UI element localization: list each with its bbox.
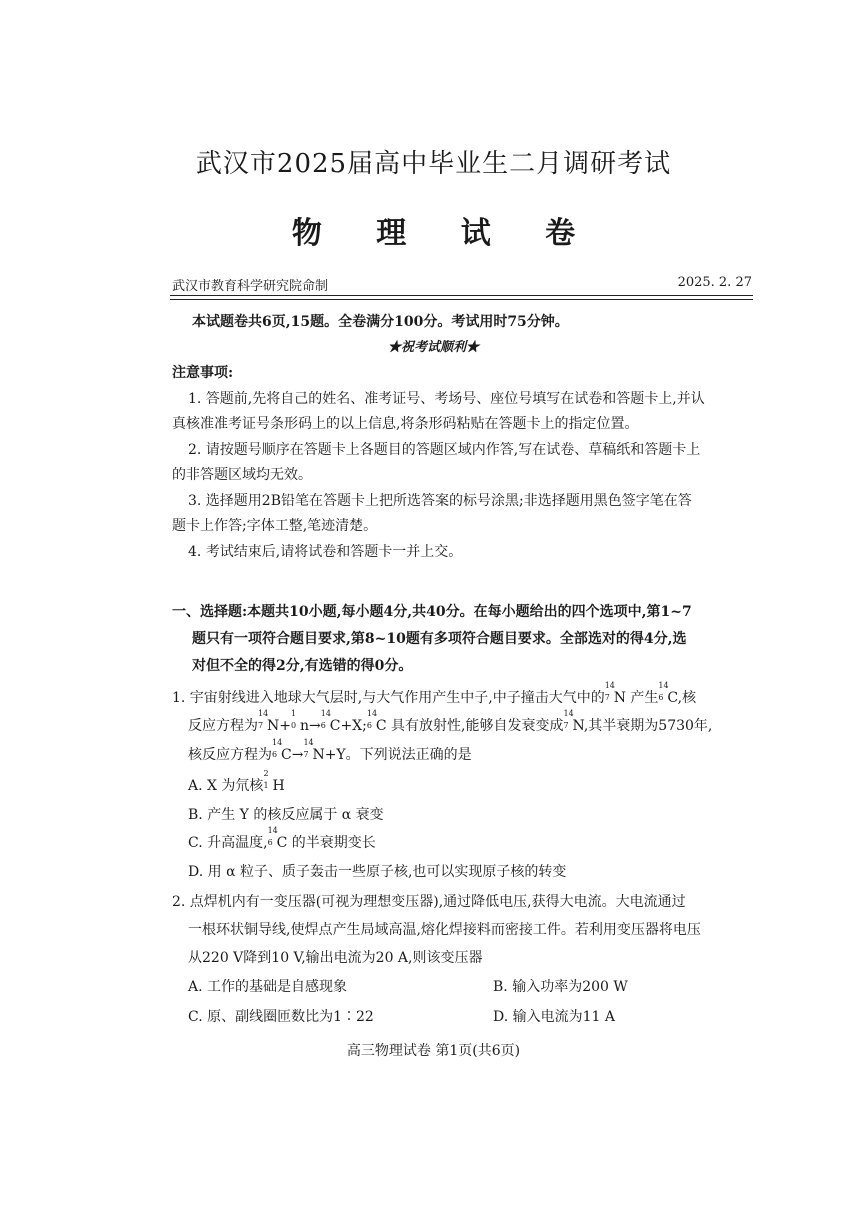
- exam-date: 2025. 2. 27: [677, 275, 752, 290]
- header-rule-thick: [170, 295, 753, 296]
- q1-line-3: 核反应方程为 14 6 C→ 14 7 N+Y。下列说法正确的是: [188, 738, 472, 763]
- exam-title: 武汉市2025届高中毕业生二月调研考试: [195, 149, 672, 179]
- q1-line-1: 1. 宇宙射线进入地球大气层时,与大气作用产生中子,中子撞击大气中的 14 7 N 产生 14 6 C,核: [172, 681, 697, 706]
- q2-option-b: B. 输入功率为200 W: [493, 979, 628, 995]
- q2-line-2: 一根环状铜导线,使焊点产生局域高温,熔化焊接料而密接工件。若利用变压器将电压: [188, 922, 701, 938]
- header-rule-thin: [170, 299, 753, 300]
- nuclide-c14: 14 6: [272, 738, 283, 759]
- note-line: 1. 答题前,先将自己的姓名、准考证号、考场号、座位号填写在试卷和答题卡上,并认: [188, 391, 705, 407]
- note-line: 题卡上作答;字体工整,笔迹清楚。: [172, 518, 378, 534]
- note-line: 3. 选择题用2B铅笔在答题卡上把所选答案的标号涂黑;非选择题用黑色签字笔在答: [188, 493, 692, 509]
- note-line: 4. 考试结束后,请将试卷和答题卡一并上交。: [188, 544, 463, 560]
- note-line: 真核准准考证号条形码上的以上信息,将条形码粘贴在答题卡上的指定位置。: [172, 416, 639, 432]
- q1-option-b: B. 产生 Y 的核反应属于 α 衰变: [188, 807, 384, 823]
- q1-line-2: 反应方程为 14 7 N+ 1 0 n→ 14 6 C+X; 14 6 C 具有放射性,能够自发衰变成 14 7 N,其半衰期为5730年,: [188, 709, 713, 734]
- page-footer: 高三物理试卷 第1页(共6页): [346, 1043, 521, 1059]
- q2-option-d: D. 输入电流为11 A: [493, 1009, 616, 1025]
- nuclide-n14: 14 7: [303, 738, 314, 759]
- exam-wish: ★祝考试顺利★: [387, 340, 479, 355]
- q2-line-3: 从220 V降到10 V,输出电流为20 A,则该变压器: [188, 950, 483, 966]
- nuclide-neutron: 1 0: [290, 709, 297, 730]
- q2-option-c: C. 原、副线圈匝数比为1∶22: [188, 1009, 374, 1025]
- q1-option-a: A. X 为氘核 2 1 H: [188, 769, 285, 794]
- note-line: 的非答题区域均无效。: [172, 467, 312, 483]
- nuclide-h2: 2 1: [263, 769, 269, 790]
- organizer: 武汉市教育科学研究院命制: [172, 279, 329, 294]
- section-heading-cont: 对但不全的得2分,有选错的得0分。: [192, 658, 413, 674]
- q1-option-c: C. 升高温度, 14 6 C 的半衰期变长: [188, 826, 376, 851]
- note-line: 2. 请按题号顺序在答题卡上各题目的答题区域内作答,写在试卷、草稿纸和答题卡上: [188, 442, 701, 458]
- notes-title: 注意事项:: [172, 365, 234, 381]
- q2-line-1: 2. 点焊机内有一变压器(可视为理想变压器),通过降低电压,获得大电流。大电流通过: [172, 894, 686, 910]
- section-heading: 一、选择题:本题共10小题,每小题4分,共40分。在每小题给出的四个选项中,第1~7: [172, 604, 692, 620]
- nuclide-c14: 14 6: [320, 709, 331, 730]
- nuclide-n14: 14 7: [563, 709, 574, 730]
- nuclide-c14: 14 6: [658, 681, 669, 702]
- nuclide-c14: 14 6: [267, 826, 278, 847]
- section-heading-cont: 题只有一项符合题目要求,第8~10题有多项符合题目要求。全部选对的得4分,选: [192, 631, 687, 647]
- subject-title: 物 理 试 卷: [291, 216, 598, 251]
- nuclide-c14: 14 6: [366, 709, 378, 730]
- exam-summary: 本试题卷共6页,15题。全卷满分100分。考试用时75分钟。: [192, 314, 569, 330]
- q2-option-a: A. 工作的基础是自感现象: [188, 979, 348, 995]
- q1-option-d: D. 用 α 粒子、质子轰击一些原子核,也可以实现原子核的转变: [188, 864, 567, 880]
- nuclide-n14: 14 7: [258, 709, 269, 730]
- nuclide-n14: 14 7: [604, 681, 615, 702]
